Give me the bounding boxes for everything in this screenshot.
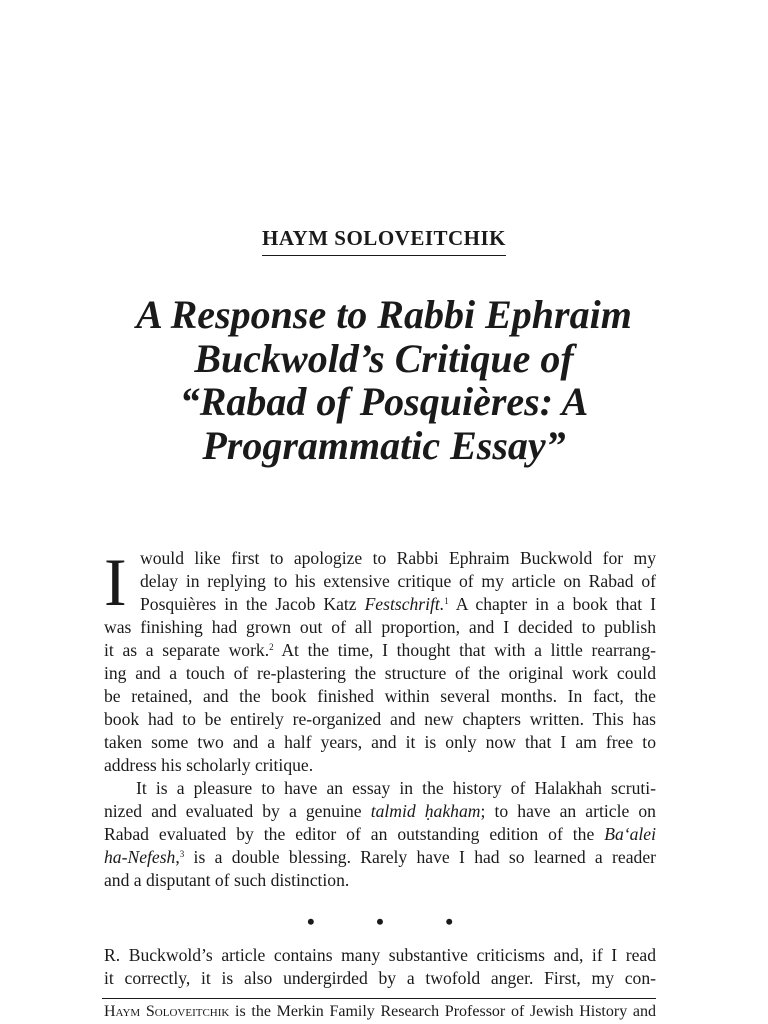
author-footnote [104, 1002, 656, 1022]
paragraph-1 [104, 544, 656, 777]
text-line: delay in replying to his extensive critique of my article on Rabad of [140, 571, 656, 591]
talmid-hakham-italic: talmid ḥakham [370, 801, 481, 821]
section-separator: • • • [306, 909, 482, 934]
title-line: “Rabad of Posquières: A [179, 379, 589, 424]
article-title [84, 293, 684, 467]
drop-cap: I [104, 544, 127, 620]
text-line: it as a separate work.$^2$ At the time, I thought that with a little rearrang- [104, 640, 656, 660]
footnote-ref-2[interactable]: 2 [269, 642, 274, 652]
title-line: A Response to Rabbi Ephraim [136, 292, 632, 337]
footnote-text: is the Merkin Family Research Professor of Jewish History and [229, 1003, 657, 1020]
text-line: address his scholarly critique. [104, 755, 314, 775]
text-line: Posquières in the Jacob Katz Festschrift.$^1$ A chapter in a book that I [140, 594, 656, 614]
paragraph-2 [104, 777, 656, 892]
text-line: ing and a touch of re-plastering the structure of the original work could [104, 663, 656, 683]
text-line: it correctly, it is also undergirded by a twofold anger. First, my con- [104, 968, 656, 988]
text-line: be retained, and the book finished within several months. In fact, the [104, 686, 656, 706]
footnote-author-name: Haym Soloveitchik [104, 1003, 230, 1020]
footnote-divider [102, 998, 656, 999]
text-line: taken some two and a half years, and it is only now that I am free to [104, 732, 656, 752]
text-line: would like first to apologize to Rabbi Ephraim Buckwold for my [140, 548, 656, 568]
footnote-ref-3[interactable]: 3 [179, 849, 185, 859]
title-line: Buckwold’s Critique of [194, 335, 574, 381]
text-line: was finishing had grown out of all proportion, and I decided to publish [104, 617, 656, 637]
author-heading [0, 226, 768, 256]
author-name: HAYM SOLOVEITCHIK [262, 226, 506, 256]
ha-nefesh-italic: ha-Nefesh [104, 847, 176, 867]
baalei-italic: Ba‘alei [604, 824, 656, 844]
article-body [104, 544, 656, 990]
text-line: It is a pleasure to have an essay in the history of Halakhah scruti- [136, 778, 656, 798]
text-line: Rabad evaluated by the editor of an outstanding edition of the Ba‘alei [104, 824, 656, 844]
text-line: book had to be entirely re-organized and new chapters written. This has [104, 709, 656, 729]
festschrift-italic: Festschrift. [364, 594, 445, 614]
text-line: ha-Nefesh,$^3$ is a double blessing. Rarely have I had so learned a reader [104, 847, 656, 867]
text-line: R. Buckwold’s article contains many substantive criticisms and, if I read [104, 945, 656, 965]
footnote-ref-1[interactable]: 1 [444, 596, 449, 606]
text-line: nized and evaluated by a genuine talmid ḥakham; to have an article on [104, 801, 656, 821]
title-line: Programmatic Essay” [202, 422, 566, 468]
text-line: and a disputant of such distinction. [104, 870, 350, 890]
paragraph-3 [104, 944, 656, 990]
